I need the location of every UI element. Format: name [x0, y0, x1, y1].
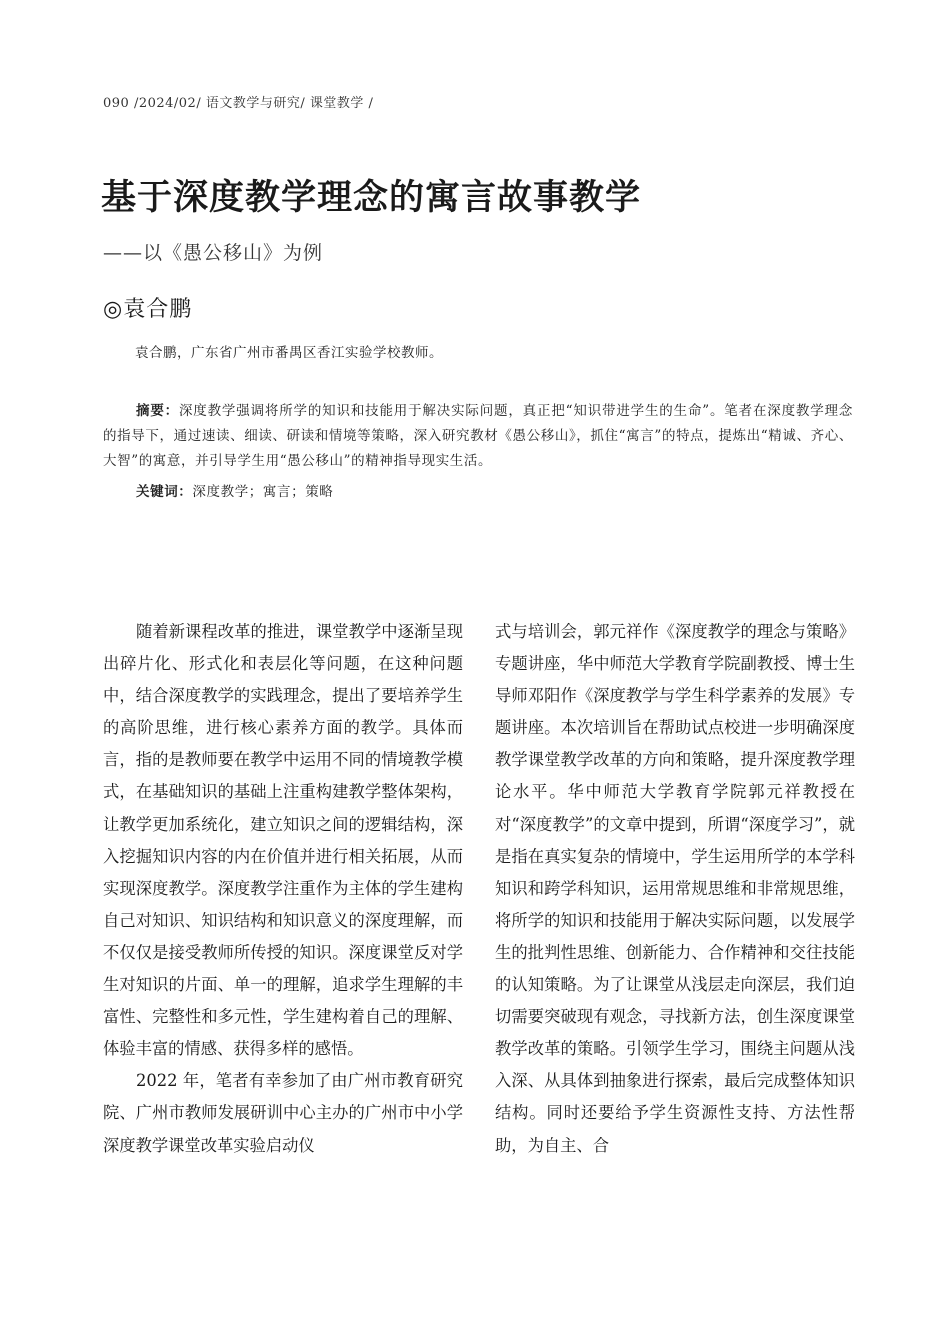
author-affiliation: 袁合鹏，广东省广州市番禺区香江实验学校教师。 [135, 345, 443, 361]
abstract-text: 深度教学强调将所学的知识和技能用于解决实际问题，真正把“知识带进学生的生命”。笔者在深度教学理念的指导下，通过速读、细读、研读和情境等策略，深入研究教材《愚公移山》，抓住“寓言”的特点，提炼出“精诚、齐心、大智”的寓意，并引导学生用“愚公移山”的精神指导现实生活。 [103, 403, 853, 469]
keywords-label: 关键词： [136, 484, 193, 500]
author-name: ◎袁合鹏 [103, 297, 193, 322]
article-title: 基于深度教学理念的寓言故事教学 [101, 178, 642, 218]
keywords [136, 480, 333, 500]
keywords-text: 深度教学；寓言；策略 [192, 484, 334, 500]
body-paragraph: 随着新课程改革的推进，课堂教学中逐渐呈现出碎片化、形式化和表层化等问题，在这种问题中，结合深度教学的实践理念，提出了要培养学生的高阶思维，进行核心素养方面的教学。具体而言，指的是教师要在教学中运用不同的情境教学模式，在基础知识的基础上注重构建教学整体架构，让教学更加系统化，建立知识之间的逻辑结构，深入挖掘知识内容的内在价值并进行相关拓展，从而实现深度教学。深度教学注重作为主体的学生建构自己对知识、知识结构和知识意义的深度理解，而不仅仅是接受教师所传授的知识。深度课堂反对学生对知识的片面、单一的理解，追求学生理解的丰富性、完整性和多元性，学生建构着自己的理解、体验丰富的情感、获得多样的感悟。 [103, 622, 463, 1059]
article-subtitle: ——以《愚公移山》为例 [103, 242, 324, 264]
body-column-right [495, 616, 855, 1162]
running-header: 090 /2024/02/ 语文教学与研究/ 课堂教学 / [103, 96, 374, 111]
body-column-left [103, 616, 463, 1162]
body-paragraph: 2022 年，笔者有幸参加了由广州市教育研究院、广州市教师发展研训中心主办的广州市中小学深度教学课堂改革实验启动仪 [103, 1071, 463, 1155]
body-paragraph: 式与培训会，郭元祥作《深度教学的理念与策略》专题讲座，华中师范大学教育学院副教授、博士生导师邓阳作《深度教学与学生科学素养的发展》专题讲座。本次培训旨在帮助试点校进一步明确深度教学课堂教学改革的方向和策略，提升深度教学理论水平。华中师范大学教育学院郭元祥教授在对“深度教学”的文章中提到，所谓“深度学习”，就是指在真实复杂的情境中，学生运用所学的本学科知识和跨学科知识，运用常规思维和非常规思维，将所学的知识和技能用于解决实际问题，以发展学生的批判性思维、创新能力、合作精神和交往技能的认知策略。为了让课堂从浅层走向深层，我们迫切需要突破现有观念，寻找新方法，创生深度课堂教学改革的策略。引领学生学习，围绕主问题从浅入深、从具体到抽象进行探索，最后完成整体知识结构。同时还要给予学生资源性支持、方法性帮助，为自主、合 [495, 622, 855, 1155]
abstract [103, 399, 853, 474]
abstract-label: 摘要： [136, 403, 179, 419]
